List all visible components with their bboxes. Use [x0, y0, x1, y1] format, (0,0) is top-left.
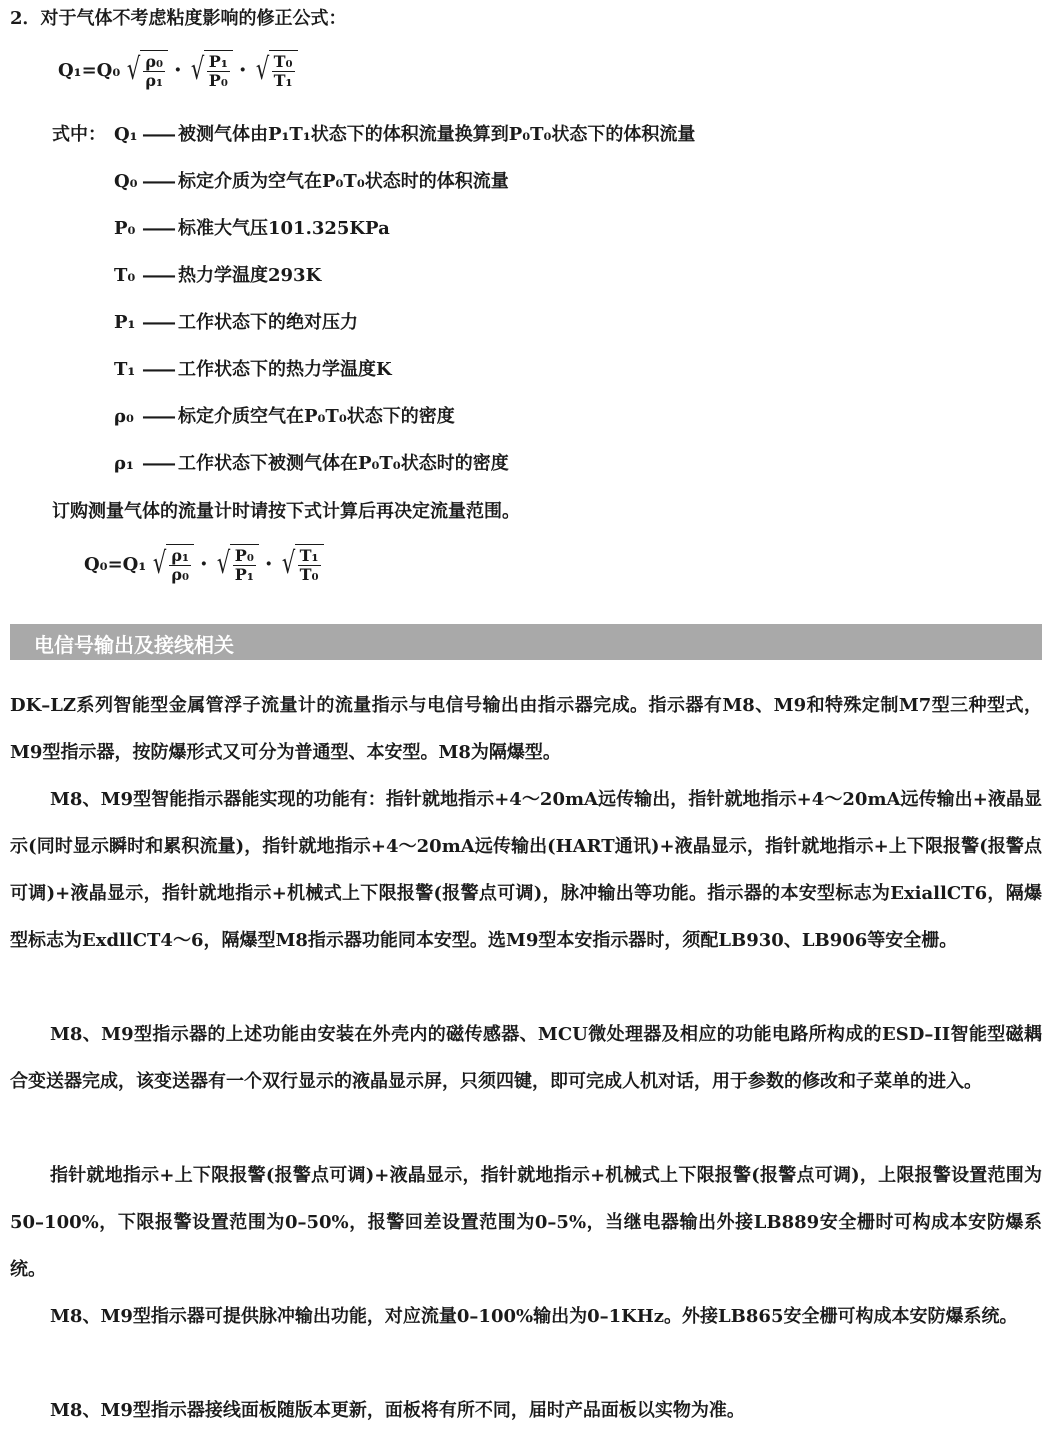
definition-text: 工作状态下的热力学温度K [178, 359, 392, 380]
formula-order: Q₀=Q₁ √ $\frac{\text{ρ₁}}{\text{ρ₀}}$ · √ $\frac{\text{P₀}}{\text{P₁}}$ · √ $\frac{\text{T₁}}{\text{T₀}}$ [84, 544, 326, 584]
fraction-denominator: P₀ [208, 71, 228, 90]
definition-text: 热力学温度293K [178, 265, 322, 286]
dash: —— [142, 124, 174, 145]
fraction-denominator: T₀ [299, 565, 319, 584]
section-band [10, 624, 1042, 660]
fraction-numerator: T₀ [273, 52, 293, 71]
definition-row [114, 308, 358, 334]
sqrt-temperature: √ $\frac{\text{T₀}}{\text{T₁}}$ [253, 50, 298, 90]
definition-text: 标定介质为空气在P₀T₀状态时的体积流量 [178, 171, 509, 192]
symbol: Q₀ [114, 171, 138, 192]
sqrt-density: √ $\frac{\text{ρ₀}}{\text{ρ₁}}$ [124, 50, 168, 90]
section-band-title: 电信号输出及接线相关 [34, 633, 234, 657]
section-heading: 2．对于气体不考虑粘度影响的修正公式： [10, 8, 347, 29]
definition-text: 标定介质空气在P₀T₀状态下的密度 [178, 406, 455, 427]
definition-row [114, 120, 695, 146]
fraction-denominator: T₁ [273, 71, 293, 90]
definition-text: 标准大气压101.325KPa [178, 218, 390, 239]
definition-text: 工作状态下被测气体在P₀T₀状态时的密度 [178, 453, 509, 474]
dash: —— [142, 171, 174, 192]
fraction-numerator: ρ₁ [171, 546, 189, 565]
dash: —— [142, 406, 174, 427]
symbol: T₁ [114, 359, 136, 380]
paragraph: DK–LZ系列智能型金属管浮子流量计的流量指示与电信号输出由指示器完成。指示器有M8、M9和特殊定制M7型三种型式，M9型指示器，按防爆形式又可分为普通型、本安型。M8为隔爆型。 [10, 695, 1042, 763]
fraction-denominator: P₁ [234, 565, 254, 584]
formula-lhs: Q₀=Q₁ [84, 553, 147, 575]
sqrt-pressure: √ $\frac{\text{P₁}}{\text{P₀}}$ [188, 50, 233, 90]
symbol: ρ₀ [114, 406, 134, 427]
symbol: Q₁ [114, 124, 138, 145]
definition-row [114, 402, 455, 428]
order-note: 订购测量气体的流量计时请按下式计算后再决定流量范围。 [52, 501, 520, 522]
paragraph: M8、M9型指示器接线面板随版本更新，面板将有所不同，届时产品面板以实物为准。 [50, 1400, 745, 1421]
paragraph: M8、M9型指示器的上述功能由安装在外壳内的磁传感器、MCU微处理器及相应的功能电路所构成的ESD–II智能型磁耦合变送器完成，该变送器有一个双行显示的液晶显示屏，只须四键，即可完成人机对话，用于参数的修改和子菜单的进入。 [10, 1024, 1042, 1092]
symbol: ρ₁ [114, 453, 134, 474]
definition-row [114, 167, 509, 193]
fraction-numerator: P₁ [208, 52, 228, 71]
definition-row [114, 261, 321, 287]
formula-correction: Q₁=Q₀ √ $\frac{\text{ρ₀}}{\text{ρ₁}}$ · √ $\frac{\text{P₁}}{\text{P₀}}$ · √ $\frac{\text{T₀}}{\text{T₁}}$ [58, 50, 300, 90]
definition-text: 被测气体由P₁T₁状态下的体积流量换算到P₀T₀状态下的体积流量 [178, 124, 696, 145]
definition-row [114, 449, 509, 475]
fraction-numerator: P₀ [234, 546, 254, 565]
sqrt-temperature: √ $\frac{\text{T₁}}{\text{T₀}}$ [279, 544, 324, 584]
fraction-denominator: ρ₀ [171, 565, 189, 584]
fraction-numerator: ρ₀ [145, 52, 163, 71]
definition-text: 工作状态下的绝对压力 [178, 312, 358, 333]
dash: —— [142, 312, 174, 333]
definitions-lead: 式中： [52, 124, 106, 145]
definition-row [114, 214, 390, 240]
paragraph: 指针就地指示+上下限报警(报警点可调)+液晶显示，指针就地指示+机械式上下限报警(报警点可调)，上限报警设置范围为50–100%，下限报警设置范围为0–50%，报警回差设置范围为0–5%，当继电器输出外接LB889安全栅时可构成本安防爆系统。 [10, 1165, 1042, 1280]
symbol: P₁ [114, 312, 136, 333]
sqrt-density: √ $\frac{\text{ρ₁}}{\text{ρ₀}}$ [150, 544, 194, 584]
sqrt-pressure: √ $\frac{\text{P₀}}{\text{P₁}}$ [214, 544, 259, 584]
paragraph: M8、M9型指示器可提供脉冲输出功能，对应流量0–100%输出为0–1KHz。外接LB865安全栅可构成本安防爆系统。 [50, 1306, 1018, 1327]
fraction-numerator: T₁ [299, 546, 319, 565]
dash: —— [142, 218, 174, 239]
paragraph: M8、M9型智能指示器能实现的功能有：指针就地指示+4～20mA远传输出，指针就地指示+4～20mA远传输出+液晶显示(同时显示瞬时和累积流量)，指针就地指示+4～20mA远传输出(HART通讯)+液晶显示，指针就地指示+上下限报警(报警点可调)+液晶显示，指针就地指示+机械式上下限报警(报警点可调)，脉冲输出等功能。指示器的本安型标志为ExiallCT6，隔爆型标志为ExdllCT4～6，隔爆型M8指示器功能同本安型。选M9型本安指示器时，须配LB930、LB906等安全栅。 [10, 789, 1042, 951]
dash: —— [142, 453, 174, 474]
dash: —— [142, 359, 174, 380]
formula-lhs: Q₁=Q₀ [58, 59, 121, 81]
dash: —— [142, 265, 174, 286]
definition-row [114, 355, 392, 381]
symbol: T₀ [114, 265, 136, 286]
fraction-denominator: ρ₁ [145, 71, 163, 90]
symbol: P₀ [114, 218, 136, 239]
